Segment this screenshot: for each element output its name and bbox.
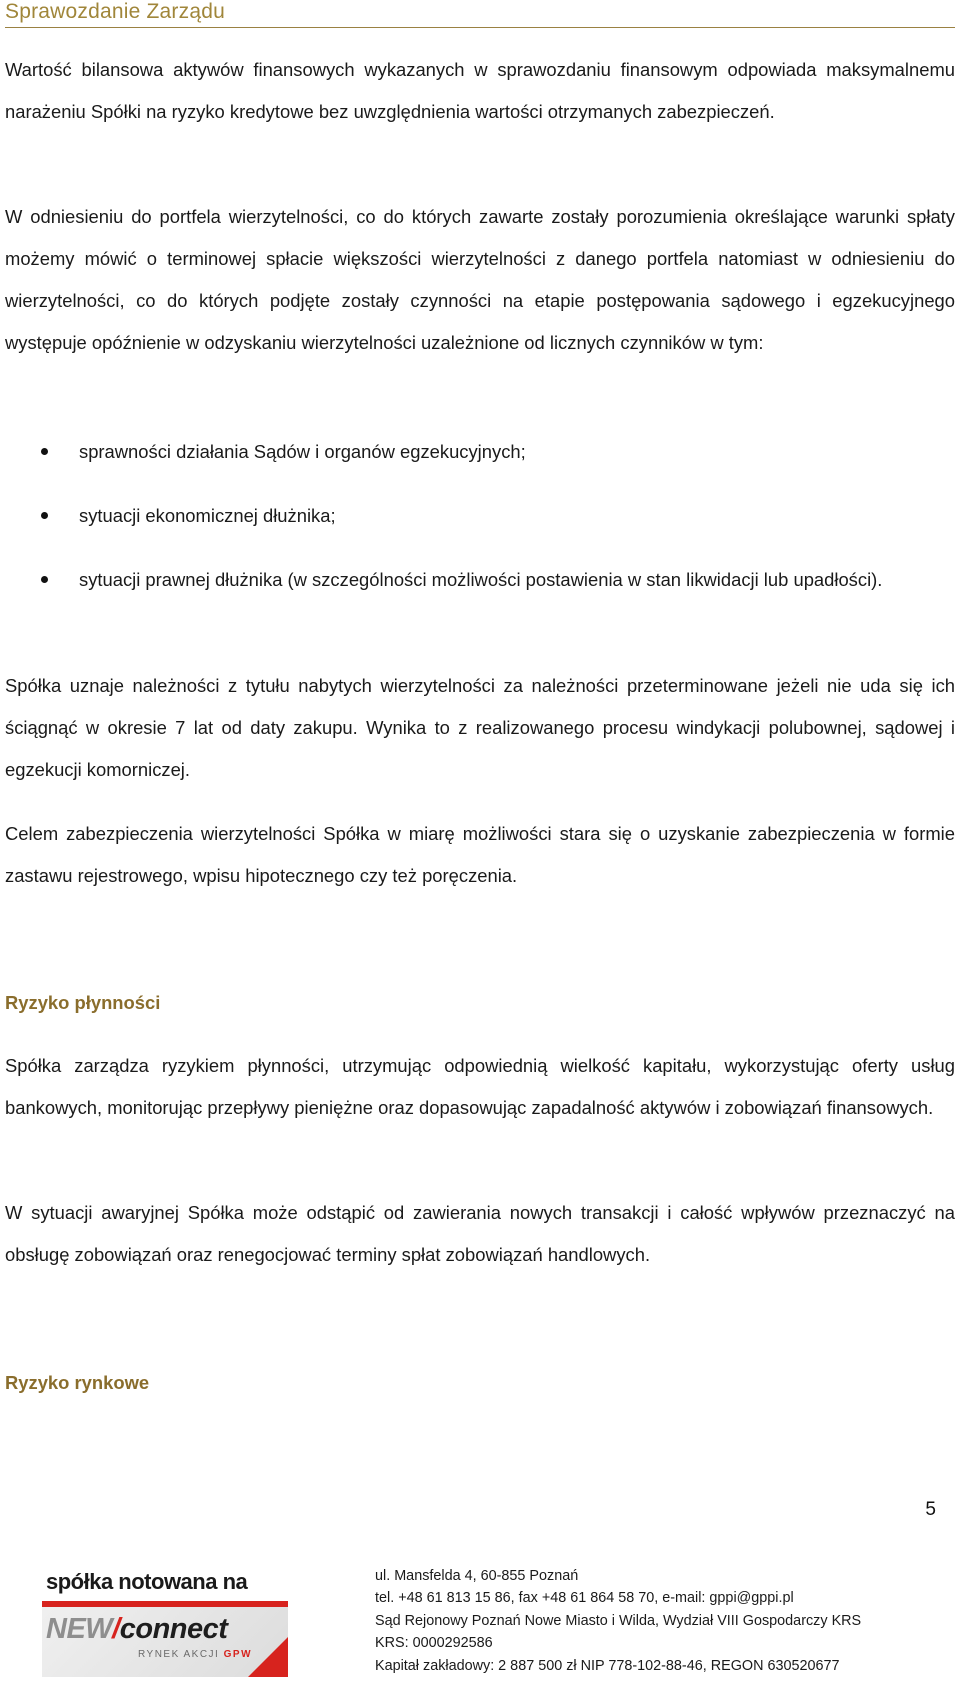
- footer-capital: Kapitał zakładowy: 2 887 500 zł NIP 778-102-88-46, REGON 630520677: [375, 1657, 840, 1674]
- logo-brand-slash: /: [112, 1613, 120, 1645]
- page-number: 5: [925, 1499, 936, 1520]
- logo-brand-connect: connect: [119, 1613, 228, 1645]
- bullet-icon: [41, 512, 48, 519]
- list-item: [5, 559, 955, 601]
- paragraph-emergency: W sytuacji awaryjnej Spółka może odstąpić od zawierania nowych transakcji i całość wpływów przeznaczyć na obsługę zobowiązań oraz renegocjować terminy spłat zobowiązań handlowych.: [5, 1202, 955, 1265]
- logo-sub-gpw: GPW: [223, 1649, 253, 1660]
- page-header-title: Sprawozdanie Zarządu: [5, 0, 225, 23]
- paragraph-portfolio: W odniesieniu do portfela wierzytelności, co do których zawarte zostały porozumienia określające warunki spłaty możemy mówić o terminowej spłacie większości wierzytelności z danego portfela natomiast w odniesieniu do wierzytelności, co do których podjęte zostały czynności na etapie postępowania sądowego i egzekucyjnego występuje opóźnienie w odzyskaniu wierzytelności uzależnione od licznych czynników w tym:: [5, 206, 955, 353]
- footer-contact: [375, 1565, 955, 1677]
- logo-top-text: spółka notowana na: [46, 1569, 248, 1594]
- logo-sub-text: RYNEK AKCJI: [138, 1649, 220, 1660]
- newconnect-logo: [42, 1567, 288, 1677]
- logo-brand-new: NEW: [46, 1613, 113, 1645]
- logo-top-band: [42, 1567, 288, 1607]
- page-header: [5, 0, 955, 28]
- factors-list: [5, 431, 955, 623]
- footer-address: ul. Mansfelda 4, 60-855 Poznań: [375, 1568, 579, 1584]
- paragraph-collateral: Celem zabezpieczenia wierzytelności Spółka w miarę możliwości stara się o uzyskanie zabezpieczenia w formie zastawu rejestrowego, wpisu hipotecznego czy też poręczenia.: [5, 823, 955, 886]
- footer-phone-email: tel. +48 61 813 15 86, fax +48 61 864 58 70, e-mail: gppi@gppi.pl: [375, 1590, 794, 1607]
- list-item: [5, 495, 955, 537]
- heading-liquidity-risk: Ryzyko płynności: [5, 992, 161, 1013]
- logo-triangle-icon: [248, 1637, 288, 1677]
- heading-market-risk: Ryzyko rynkowe: [5, 1372, 150, 1393]
- list-item-text: sytuacji ekonomicznej dłużnika;: [79, 505, 336, 526]
- list-item-text: sprawności działania Sądów i organów egzekucyjnych;: [79, 441, 526, 462]
- paragraph-overdue-receivables: Spółka uznaje należności z tytułu nabytych wierzytelności za należności przeterminowane jeżeli nie uda się ich ściągnąć w okresie 7 lat od daty zakupu. Wynika to z realizowanego procesu windykacji polubownej, sądowej i egzekucji komorniczej.: [5, 675, 955, 780]
- list-item: [5, 431, 955, 473]
- paragraph-liquidity-management: Spółka zarządza ryzykiem płynności, utrzymując odpowiednią wielkość kapitału, wykorzystując oferty usług bankowych, monitorując przepływy pieniężne oraz dopasowując zapadalność aktywów i zobowiązań finansowych.: [5, 1055, 955, 1118]
- paragraph-credit-exposure: Wartość bilansowa aktywów finansowych wykazanych w sprawozdaniu finansowym odpowiada maksymalnemu narażeniu Spółki na ryzyko kredytowe bez uwzględnienia wartości otrzymanych zabezpieczeń.: [5, 59, 955, 122]
- footer-court: Sąd Rejonowy Poznań Nowe Miasto i Wilda, Wydział VIII Gospodarczy KRS: [375, 1612, 862, 1629]
- list-item-text: sytuacji prawnej dłużnika (w szczególności możliwości postawienia w stan likwidacji lub upadłości).: [79, 569, 883, 590]
- logo-subtitle: [138, 1649, 252, 1660]
- bullet-icon: [41, 448, 48, 455]
- bullet-icon: [41, 576, 48, 583]
- footer-krs: KRS: 0000292586: [375, 1635, 493, 1652]
